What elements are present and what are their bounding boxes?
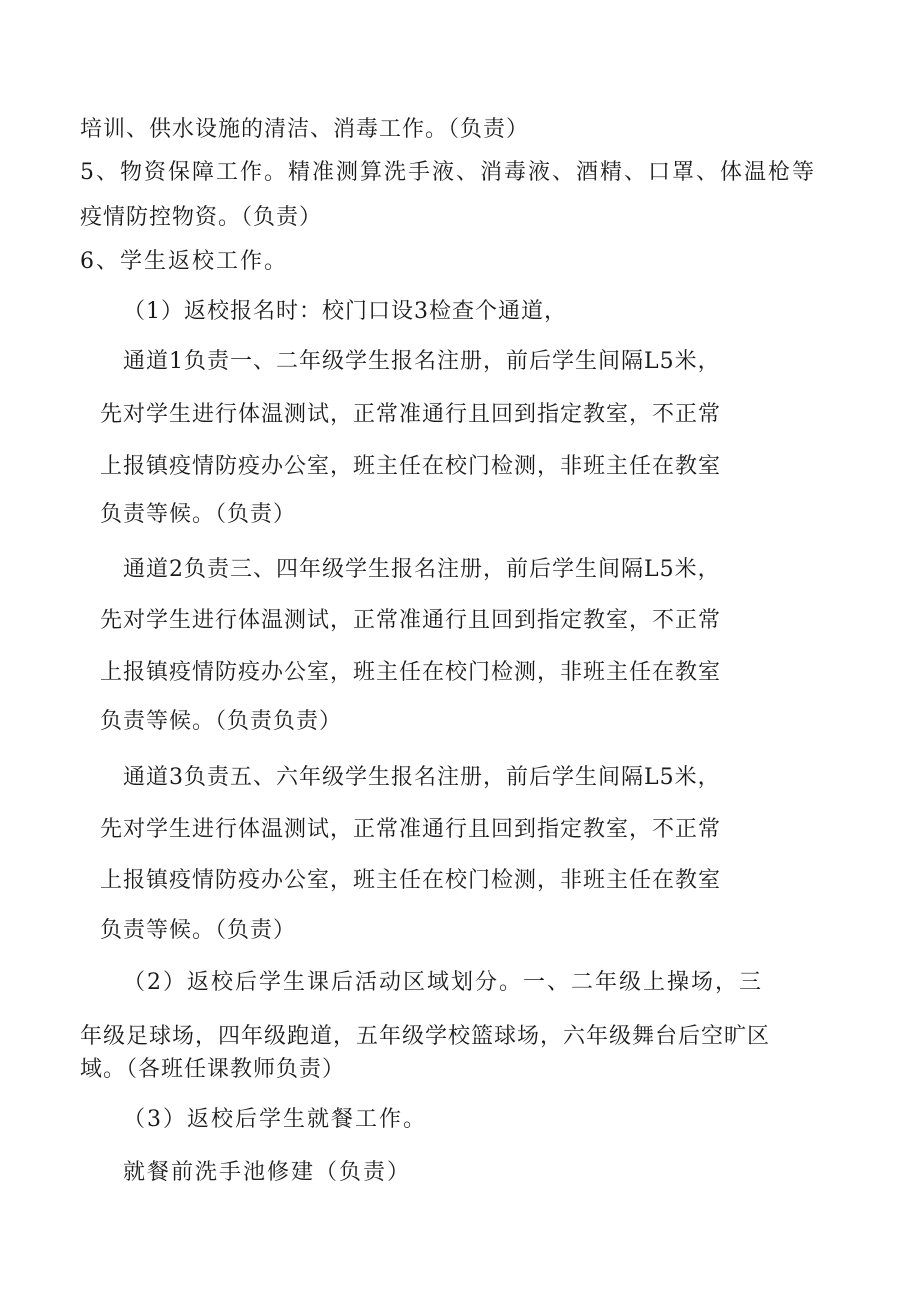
text-line: 负责等候。（负责负责） [100, 709, 343, 734]
text-line: 上报镇疫情防疫办公室，班主任在校门检测，非班主任在教室 [100, 454, 722, 479]
text-line: 先对学生进行体温测试，正常准通行且回到指定教室，不正常 [100, 608, 722, 633]
text-line: 年级足球场，四年级跑道，五年级学校篮球场，六年级舞台后空旷区 [80, 1024, 771, 1049]
subsection-2-heading: （2）返校后学生课后活动区域划分。一、二年级上操场，三 [123, 970, 763, 995]
subsection-1-heading: （1）返校报名时：校门口设3检查个通道， [123, 299, 567, 324]
text-line: 培训、供水设施的清洁、消毒工作。（负责） [80, 117, 530, 142]
channel-3-text: 通道3负责五、六年级学生报名注册，前后学生间隔L5米， [123, 765, 721, 790]
section-5-heading: 5、物资保障工作。精准测算洗手液、消毒液、酒精、口罩、体温枪等 [80, 160, 816, 185]
text-line: 负责等候。（负责） [100, 918, 297, 943]
text-line: 负责等候。（负责） [100, 502, 297, 527]
text-line: 疫情防控物资。（负责） [80, 205, 323, 230]
text-line: 就餐前洗手池修建（负责） [123, 1160, 412, 1185]
text-line: 上报镇疫情防疫办公室，班主任在校门检测，非班主任在教室 [100, 868, 722, 893]
text-line: 上报镇疫情防疫办公室，班主任在校门检测，非班主任在教室 [100, 660, 722, 685]
text-line: 先对学生进行体温测试，正常准通行且回到指定教室，不正常 [100, 402, 722, 427]
text-line: 先对学生进行体温测试，正常准通行且回到指定教室，不正常 [100, 817, 722, 842]
subsection-3-heading: （3）返校后学生就餐工作。 [123, 1107, 427, 1132]
channel-2-text: 通道2负责三、四年级学生报名注册，前后学生间隔L5米， [123, 557, 721, 582]
channel-1-text: 通道1负责一、二年级学生报名注册，前后学生间隔L5米， [123, 349, 721, 374]
text-line: 域。（各班任课教师负责） [80, 1057, 346, 1082]
section-6-heading: 6、学生返校工作。 [80, 249, 288, 274]
